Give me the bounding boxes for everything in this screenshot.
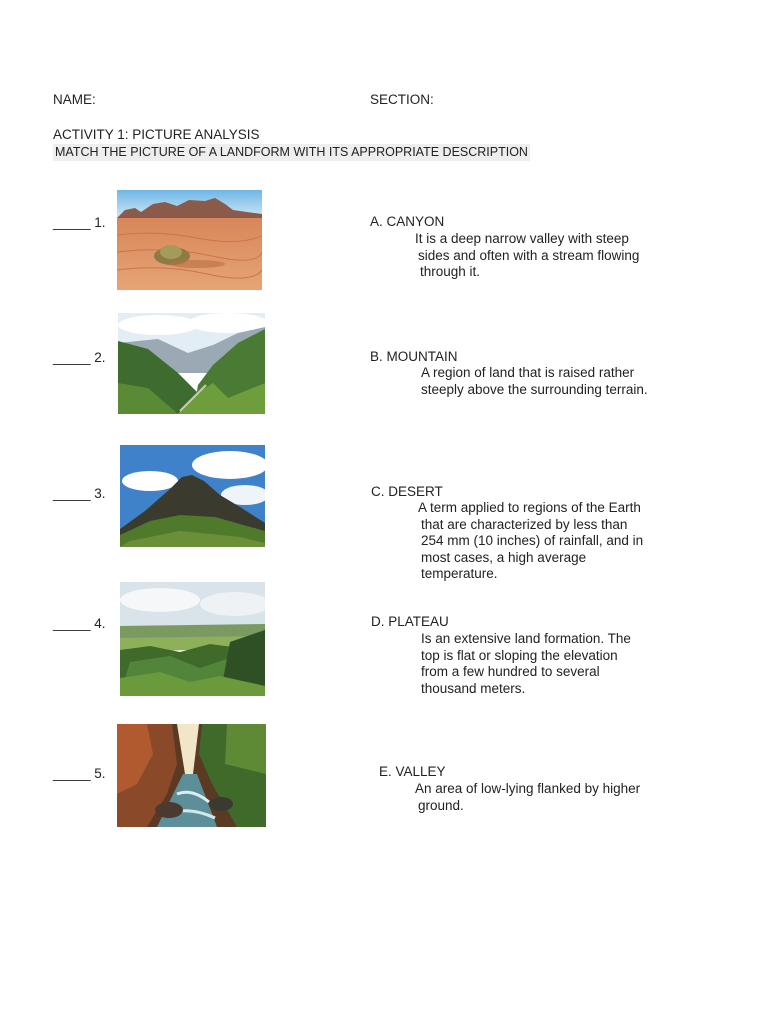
- description-line: that are characterized by less than: [421, 516, 628, 532]
- description-line: thousand meters.: [421, 680, 526, 696]
- answer-blank-3[interactable]: _____ 3.: [53, 486, 106, 501]
- choice-c-title: C. DESERT: [371, 484, 443, 499]
- choice-d-title: D. PLATEAU: [371, 614, 449, 629]
- description-line: temperature.: [421, 566, 498, 581]
- section-label: SECTION:: [370, 92, 434, 107]
- instruction-text: MATCH THE PICTURE OF A LANDFORM WITH ITS APPROPRIATE DESCRIPTION: [55, 145, 528, 159]
- description-line: A region of land that is raised rather: [421, 365, 635, 380]
- description-line: through it.: [420, 264, 481, 279]
- choice-d-description: [421, 631, 631, 697]
- choice-c-description: [418, 500, 643, 583]
- description-line: A term applied to regions of the Earth: [418, 500, 641, 515]
- canyon-picture: [117, 724, 266, 827]
- mountain-picture: [120, 445, 265, 547]
- choice-a-title: A. CANYON: [370, 214, 445, 229]
- description-line: most cases, a high average: [421, 549, 587, 565]
- description-line: Is an extensive land formation. The: [421, 631, 631, 646]
- choice-e-title: E. VALLEY: [379, 764, 446, 779]
- description-line: sides and often with a stream flowing: [418, 247, 640, 263]
- description-line: An area of low-lying flanked by higher: [415, 781, 641, 796]
- choice-a-description: [415, 231, 639, 281]
- choice-b-title: B. MOUNTAIN: [370, 349, 458, 364]
- description-line: top is flat or sloping the elevation: [421, 647, 618, 663]
- valley-picture: [118, 313, 265, 414]
- answer-blank-1[interactable]: _____ 1.: [53, 215, 106, 230]
- choice-b-description: [421, 365, 648, 398]
- activity-title: ACTIVITY 1: PICTURE ANALYSIS: [53, 127, 260, 142]
- desert-picture: [117, 190, 262, 290]
- name-label: NAME:: [53, 92, 96, 107]
- choice-e-description: [415, 781, 640, 814]
- description-line: 254 mm (10 inches) of rainfall, and in: [421, 533, 644, 548]
- description-line: steeply above the surrounding terrain.: [421, 381, 648, 397]
- description-line: from a few hundred to several: [421, 664, 600, 679]
- description-line: It is a deep narrow valley with steep: [415, 231, 629, 246]
- plateau-picture: [120, 582, 265, 696]
- answer-blank-4[interactable]: _____ 4.: [53, 616, 106, 631]
- answer-blank-2[interactable]: _____ 2.: [53, 350, 106, 365]
- answer-blank-5[interactable]: _____ 5.: [53, 766, 106, 781]
- description-line: ground.: [418, 797, 464, 813]
